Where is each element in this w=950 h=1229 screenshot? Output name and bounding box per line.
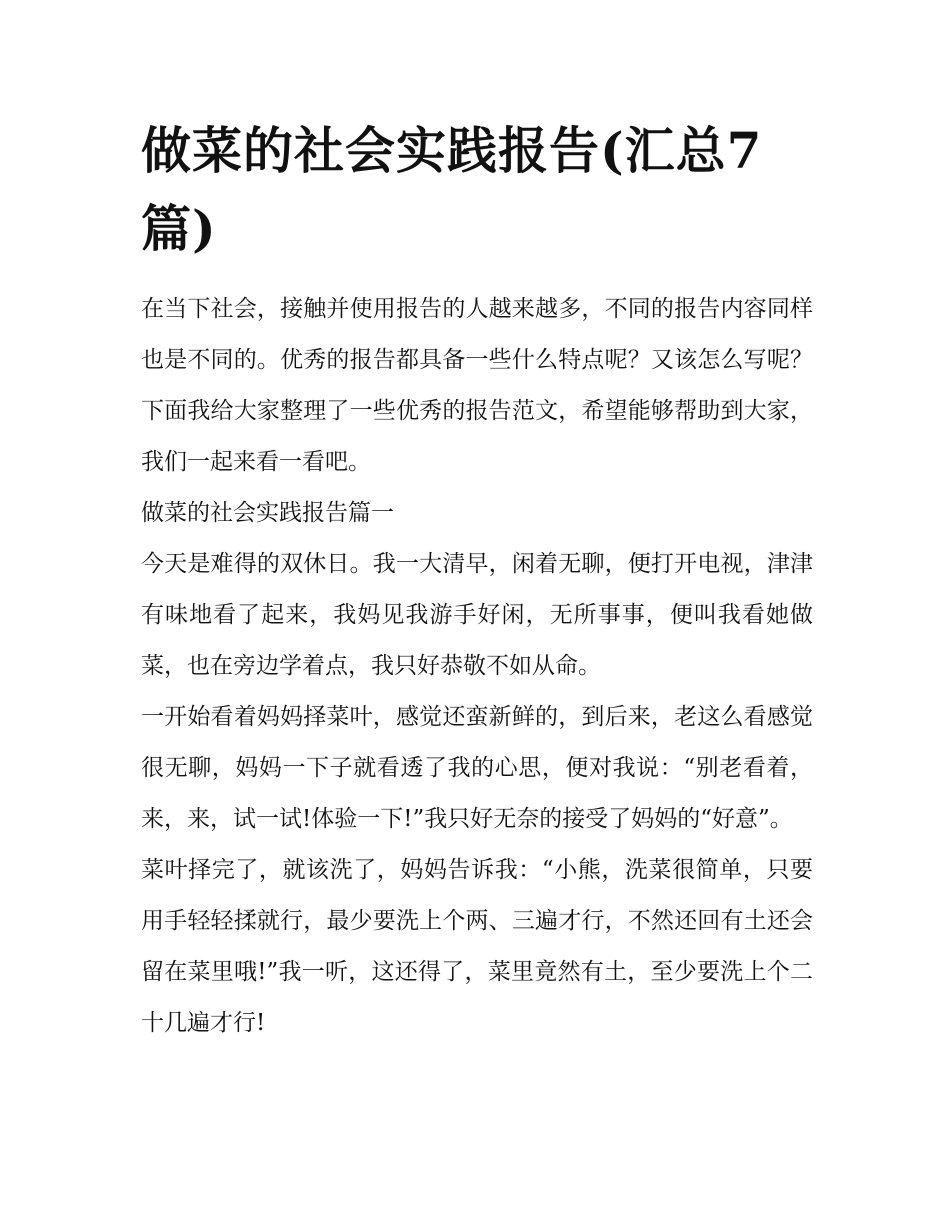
intro-paragraph: 在当下社会，接触并使用报告的人越来越多，不同的报告内容同样也是不同的。优秀的报告都具备一些什么特点呢？又该怎么写呢？下面我给大家整理了一些优秀的报告范文，希望能够帮助到大家，我们一起来看一看吧。 bbox=[141, 296, 813, 475]
body-paragraph-3: 菜叶择完了，就该洗了，妈妈告诉我：“小熊，洗菜很简单，只要用手轻轻揉就行，最少要洗上个两、三遍才行，不然还回有土还会留在菜里哦!”我一听，这还得了，菜里竟然有土，至少要洗上个二十几遍才行! bbox=[141, 857, 813, 1036]
document-title: 做菜的社会实践报告(汇总7篇) bbox=[141, 121, 763, 258]
document-page bbox=[141, 112, 813, 1049]
body-paragraph-1: 今天是难得的双休日。我一大清早，闲着无聊，便打开电视，津津有味地看了起来，我妈见我游手好闲，无所事事，便叫我看她做菜，也在旁边学着点，我只好恭敬不如从命。 bbox=[141, 551, 813, 679]
body-paragraph-2: 一开始看着妈妈择菜叶，感觉还蛮新鲜的，到后来，老这么看感觉很无聊，妈妈一下子就看透了我的心思，便对我说：“别老看着，来，来，试一试!体验一下!”我只好无奈的接受了妈妈的“好意”。 bbox=[141, 704, 813, 832]
section-heading: 做菜的社会实践报告篇一 bbox=[141, 500, 394, 526]
